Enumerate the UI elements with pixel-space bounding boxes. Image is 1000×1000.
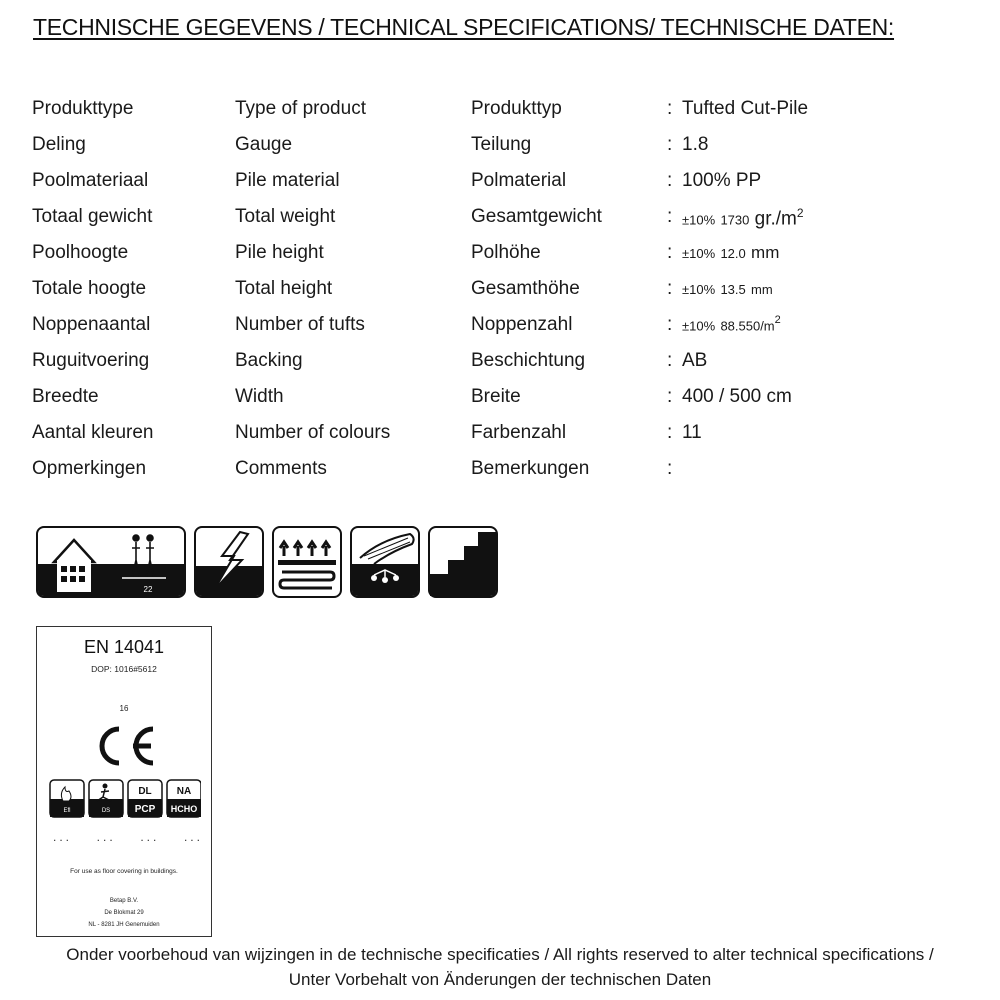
- footer-disclaimer: [0, 942, 1000, 992]
- ce-dots: ...: [53, 830, 73, 844]
- ce-label: [36, 626, 212, 937]
- colon: :: [667, 314, 673, 335]
- colon: :: [667, 422, 673, 443]
- underfloor-heating-icon: [272, 526, 342, 598]
- colon: :: [667, 350, 673, 371]
- colon: :: [667, 170, 673, 191]
- spec-row-comments: [32, 452, 932, 488]
- spec-value: [682, 242, 779, 264]
- ce-mark-icon: [89, 723, 159, 769]
- label-de: Bemerkungen: [471, 458, 590, 479]
- castor-chair-icon: [350, 526, 420, 598]
- label-en: Gauge: [235, 134, 293, 155]
- label-de: Gesamthöhe: [471, 278, 580, 299]
- spec-value: Tufted Cut-Pile: [682, 98, 809, 119]
- tolerance: ±10%: [682, 282, 716, 297]
- value-number: 88.550/m: [720, 318, 775, 334]
- classification-badge-graphics: [49, 779, 201, 819]
- spec-row-total-weight: [32, 200, 932, 236]
- stairs-icon: [428, 526, 498, 598]
- tolerance: ±10%: [682, 246, 716, 261]
- value-number: 12.0: [720, 246, 746, 261]
- label-nl: Breedte: [32, 386, 99, 407]
- superscript: 2: [796, 206, 804, 220]
- ce-dots: ...: [96, 830, 116, 844]
- label-nl: Ruguitvoering: [32, 350, 150, 371]
- spec-row-total-height: [32, 272, 932, 308]
- colon: :: [667, 242, 673, 263]
- colon: :: [667, 278, 673, 299]
- label-de: Breite: [471, 386, 521, 407]
- spec-value: 1.8: [682, 134, 709, 155]
- spec-table: [32, 92, 932, 488]
- label-de: Teilung: [471, 134, 532, 155]
- ce-intended-use: For use as floor covering in buildings.: [70, 868, 178, 875]
- label-nl: Noppenaantal: [32, 314, 151, 335]
- ce-dots-row: [53, 830, 203, 844]
- label-nl: Totaal gewicht: [32, 206, 153, 227]
- label-nl: Produkttype: [32, 98, 134, 119]
- label-en: Number of colours: [235, 422, 391, 443]
- label-en: Width: [235, 386, 284, 407]
- spec-row-pile-material: [32, 164, 932, 200]
- value-unit: mm: [751, 243, 780, 262]
- label-en: Pile material: [235, 170, 340, 191]
- label-de: Farbenzahl: [471, 422, 567, 443]
- spec-row-number-of-tufts: [32, 308, 932, 344]
- spec-value: [682, 278, 773, 300]
- label-nl: Deling: [32, 134, 86, 155]
- label-nl: Totale hoogte: [32, 278, 147, 299]
- ce-city: NL - 8281 JH Genemuiden: [88, 922, 160, 928]
- value-number: 13.5: [720, 282, 746, 297]
- spec-row-width: [32, 380, 932, 416]
- label-en: Comments: [235, 458, 327, 479]
- spec-value: [682, 314, 781, 336]
- footer-line-2: Unter Vorbehalt von Änderungen der technischen Daten: [288, 970, 712, 989]
- spec-row-number-of-colours: [32, 416, 932, 452]
- colon: :: [667, 134, 673, 155]
- page-title: TECHNISCHE GEGEVENS / TECHNICAL SPECIFICATIONS/ TECHNISCHE DATEN:: [33, 14, 895, 40]
- label-nl: Poolmateriaal: [32, 170, 149, 191]
- ce-year: 16: [119, 704, 129, 713]
- superscript: 2: [774, 314, 781, 326]
- badge-label-dl: DL: [138, 786, 152, 797]
- badge-label-hcho: HCHO: [170, 804, 198, 814]
- label-nl: Opmerkingen: [32, 458, 147, 479]
- badge-label-ds: DS: [101, 808, 111, 814]
- spec-value: 100% PP: [682, 170, 762, 191]
- spec-row-backing: [32, 344, 932, 380]
- badge-label-na: NA: [176, 786, 192, 797]
- spec-value: AB: [682, 350, 708, 371]
- ce-dop-number: DOP: 1016#5612: [91, 664, 157, 674]
- spec-value: 11: [682, 422, 702, 443]
- badge-label-efl: Efl: [63, 808, 71, 814]
- label-en: Total height: [235, 278, 333, 299]
- tolerance: ±10%: [682, 318, 716, 334]
- label-de: Noppenzahl: [471, 314, 573, 335]
- label-nl: Aantal kleuren: [32, 422, 154, 443]
- class-number: 22: [143, 585, 153, 594]
- spec-row-pile-height: [32, 236, 932, 272]
- label-nl: Poolhoogte: [32, 242, 129, 263]
- label-en: Pile height: [235, 242, 324, 263]
- antistatic-icon: [194, 526, 264, 598]
- value-number: 1730: [720, 212, 750, 228]
- residential-use-pictogram: [36, 526, 186, 598]
- colon: :: [667, 98, 673, 119]
- footer-line-1: Onder voorbehoud van wijzingen in de technische specificaties / All rights reserved to alter technical specifications /: [66, 945, 934, 964]
- label-de: Polhöhe: [471, 242, 541, 263]
- tolerance: ±10%: [682, 212, 716, 228]
- ce-dots: ...: [183, 830, 203, 844]
- spec-row-product-type: [32, 92, 932, 128]
- badge-label-pcp: PCP: [134, 804, 156, 815]
- label-de: Polmaterial: [471, 170, 567, 191]
- colon: :: [667, 386, 673, 407]
- label-en: Type of product: [235, 98, 366, 119]
- colon: :: [667, 206, 673, 227]
- ce-company: Betap B.V.: [109, 898, 139, 904]
- ce-street: De Blokmat 29: [104, 910, 144, 916]
- label-en: Total weight: [235, 206, 336, 227]
- ce-dots: ...: [140, 830, 160, 844]
- value-unit: gr./m: [754, 208, 797, 230]
- colon: :: [667, 458, 673, 479]
- ce-classification-badges: [49, 779, 201, 824]
- spec-value: [682, 206, 804, 230]
- label-de: Gesamtgewicht: [471, 206, 602, 227]
- spec-row-gauge: [32, 128, 932, 164]
- spec-value: 400 / 500 cm: [682, 386, 792, 407]
- label-de: Beschichtung: [471, 350, 586, 371]
- label-en: Number of tufts: [235, 314, 365, 335]
- label-de: Produkttyp: [471, 98, 562, 119]
- value-unit: mm: [751, 282, 773, 297]
- label-en: Backing: [235, 350, 303, 371]
- ce-standard: EN 14041: [83, 637, 165, 657]
